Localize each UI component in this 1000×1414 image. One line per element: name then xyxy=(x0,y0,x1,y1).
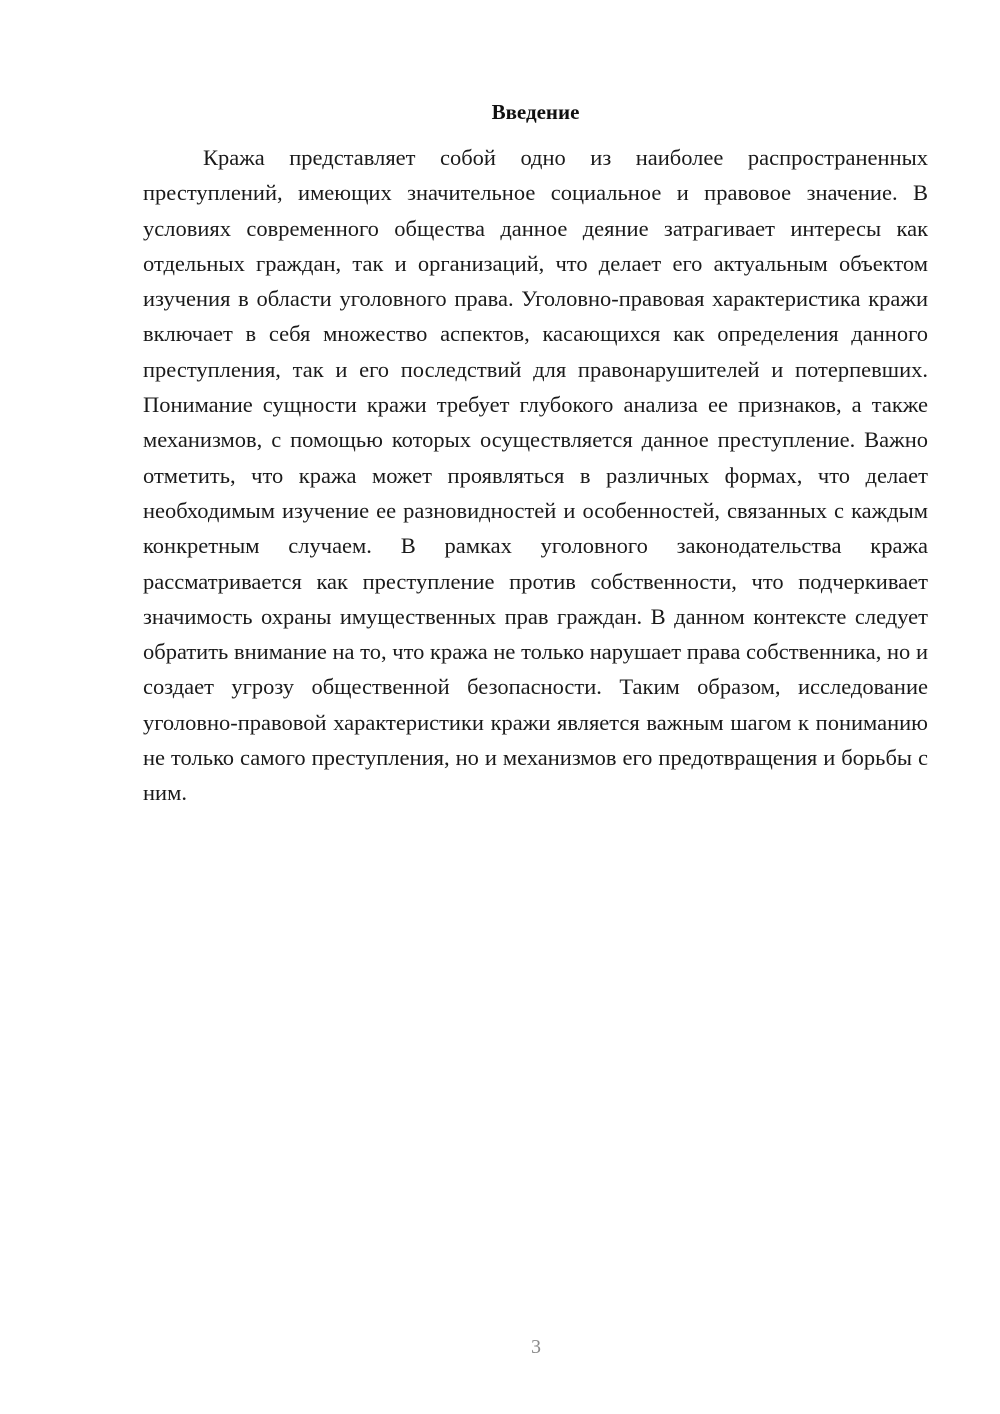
section-heading: Введение xyxy=(491,100,580,124)
body-paragraph: Кража представляет собой одно из наиболее распространенных преступлений, имеющих значительное социальное и правовое значение. В условиях современного общества данное деяние затрагивает интересы как отдельных граждан, так и организаций, что делает его актуальным объектом изучения в области уголовного права. Уголовно-правовая характеристика кражи включает в себя множество аспектов, касающихся как определения данного преступления, так и его последствий для правонарушителей и потерпевших. Понимание сущности кражи требует глубокого анализа ее признаков, а также механизмов, с помощью которых осуществляется данное преступление. Важно отметить, что кража может проявляться в различных формах, что делает необходимым изучение ее разновидностей и особенностей, связанных с каждым конкретным случаем. В рамках уголовного законодательства кража рассматривается как преступление против собственности, что подчеркивает значимость охраны имущественных прав граждан. В данном контексте следует обратить внимание на то, что кража не только нарушает права собственника, но и создает угрозу общественной безопасности. Таким образом, исследование уголовно-правовой характеристики кражи является важным шагом к пониманию не только самого преступления, но и механизмов его предотвращения и борьбы с ним. xyxy=(143,145,928,806)
page-number: 3 xyxy=(531,1336,541,1358)
